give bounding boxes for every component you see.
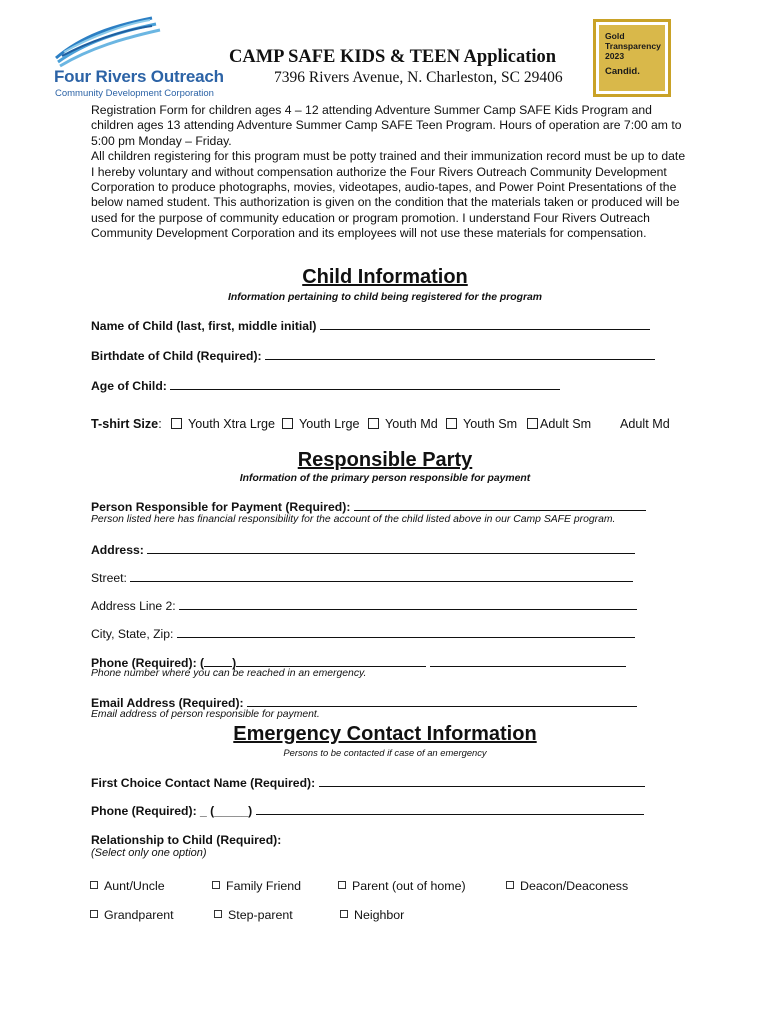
birthdate-field[interactable] [91, 348, 655, 363]
age-label: Age of Child: [91, 379, 167, 393]
tshirt-option-youth-xl[interactable]: Youth Xtra Lrge [171, 417, 275, 431]
payer-phone-note: Phone number where you can be reached in an emergency. [91, 668, 367, 679]
address-input[interactable] [147, 542, 635, 554]
intro-paragraph-1: Registration Form for children ages 4 – 12 attending Adventure Summer Camp SAFE Kids Program and children ages 13 attending Adventure Summer Camp SAFE Teen Program. Hours of operation are 7:00 am to 5:00 pm Monday – Friday. [91, 103, 682, 148]
child-name-input[interactable] [320, 318, 650, 330]
age-input[interactable] [170, 378, 560, 390]
birthdate-input[interactable] [265, 348, 655, 360]
intro-paragraph-3: I hereby voluntary and without compensation authorize the Four Rivers Outreach Community Development Corporation to produce photographs, movies, videotapes, audio-tapes, and Power Point Presentations of the below named student. This authorization is given on the condition that the materials taken or produced will be used for the purpose of community education or program promotion. I understand Four Rivers Outreach Community Development Corporation and its employees will not use these materials for compensation. [91, 164, 680, 241]
emergency-contact-heading: Emergency Contact Information [233, 723, 537, 745]
relationship-option-parent[interactable]: Parent (out of home) [338, 879, 466, 893]
tshirt-option-adult-m[interactable]: Adult Md [620, 417, 670, 431]
relationship-label: Relationship to Child (Required): [91, 833, 282, 847]
responsible-party-heading: Responsible Party [297, 449, 473, 471]
relationship-option-family-friend[interactable]: Family Friend [212, 879, 301, 893]
tshirt-size-row [91, 417, 691, 433]
emergency-phone-field[interactable] [91, 803, 644, 818]
city-state-zip-input[interactable] [177, 626, 635, 638]
payer-email-field[interactable] [91, 695, 637, 710]
tshirt-option-youth-s[interactable]: Youth Sm [446, 417, 517, 431]
street-label: Street: [91, 571, 127, 585]
emergency-contact-subheading: Persons to be contacted if case of an emergency [283, 747, 487, 758]
tshirt-option-adult-s[interactable]: Adult Sm [527, 417, 591, 431]
child-name-field[interactable] [91, 318, 650, 333]
page-title: CAMP SAFE KIDS & TEEN Application [229, 47, 557, 67]
intro-text [91, 103, 691, 242]
relationship-option-deacon[interactable]: Deacon/Deaconess [506, 879, 628, 893]
logo-subtitle: Community Development Corporation [55, 88, 214, 99]
emergency-name-input[interactable] [319, 775, 645, 787]
relationship-note: (Select only one option) [91, 847, 207, 859]
tshirt-option-youth-m[interactable]: Youth Md [368, 417, 438, 431]
payer-input[interactable] [354, 499, 646, 511]
emergency-phone-label: Phone (Required): [91, 804, 197, 818]
transparency-seal [593, 19, 671, 97]
payer-phone-number[interactable] [236, 655, 426, 667]
emergency-name-label: First Choice Contact Name (Required): [91, 776, 316, 790]
child-info-subheading: Information pertaining to child being registered for the program [227, 292, 543, 303]
seal-brand: Candid. [605, 66, 640, 77]
payer-email-note: Email address of person responsible for payment. [91, 709, 320, 720]
logo-name: Four Rivers Outreach [54, 67, 224, 86]
seal-line-1: Gold [605, 31, 625, 41]
address-field[interactable] [91, 542, 635, 557]
payer-email-label: Email Address (Required): [91, 696, 244, 710]
seal-line-3: 2023 [605, 51, 625, 61]
tshirt-option-youth-l[interactable]: Youth Lrge [282, 417, 359, 431]
payer-email-input[interactable] [247, 695, 637, 707]
street-field[interactable] [91, 570, 633, 585]
address-line2-input[interactable] [179, 598, 637, 610]
relationship-option-aunt-uncle[interactable]: Aunt/Uncle [90, 879, 165, 893]
tshirt-size-label: T-shirt Size: [91, 417, 162, 431]
responsible-party-subheading: Information of the primary person responsible for payment [239, 473, 531, 484]
address-line2-label: Address Line 2: [91, 599, 176, 613]
child-info-heading: Child Information [302, 266, 468, 288]
relationship-option-grandparent[interactable]: Grandparent [90, 908, 174, 922]
relationship-option-neighbor[interactable]: Neighbor [340, 908, 404, 922]
payer-phone-area-code[interactable] [204, 655, 232, 667]
organization-logo [52, 16, 252, 98]
payer-phone-field[interactable]: Phone (Required): ( ) [91, 655, 626, 670]
birthdate-label: Birthdate of Child (Required): [91, 349, 262, 363]
emergency-name-field[interactable] [91, 775, 645, 790]
age-field[interactable] [91, 378, 560, 393]
organization-address: 7396 Rivers Avenue, N. Charleston, SC 29406 [274, 69, 563, 86]
street-input[interactable] [130, 570, 633, 582]
payer-phone-alt[interactable] [430, 655, 626, 667]
child-name-label: Name of Child (last, first, middle initial) [91, 319, 317, 333]
payer-label: Person Responsible for Payment (Required): [91, 500, 351, 514]
address-line2-field[interactable] [91, 598, 637, 613]
relationship-option-step-parent[interactable]: Step-parent [214, 908, 293, 922]
emergency-phone-area-code[interactable]: _ (_____) [200, 804, 253, 818]
payer-phone-label: Phone (Required): ( [91, 656, 205, 670]
seal-line-2: Transparency [605, 41, 661, 51]
payer-note: Person listed here has financial responsibility for the account of the child listed above in our Camp SAFE program. [91, 514, 616, 525]
intro-paragraph-2: All children registering for this program must be potty trained and their immunization record must be up to date [91, 149, 686, 164]
address-label: Address: [91, 543, 144, 557]
city-state-zip-label: City, State, Zip: [91, 627, 174, 641]
city-state-zip-field[interactable] [91, 626, 635, 641]
waves-icon [52, 16, 252, 68]
emergency-phone-input[interactable] [256, 803, 644, 815]
payer-field[interactable] [91, 499, 646, 514]
